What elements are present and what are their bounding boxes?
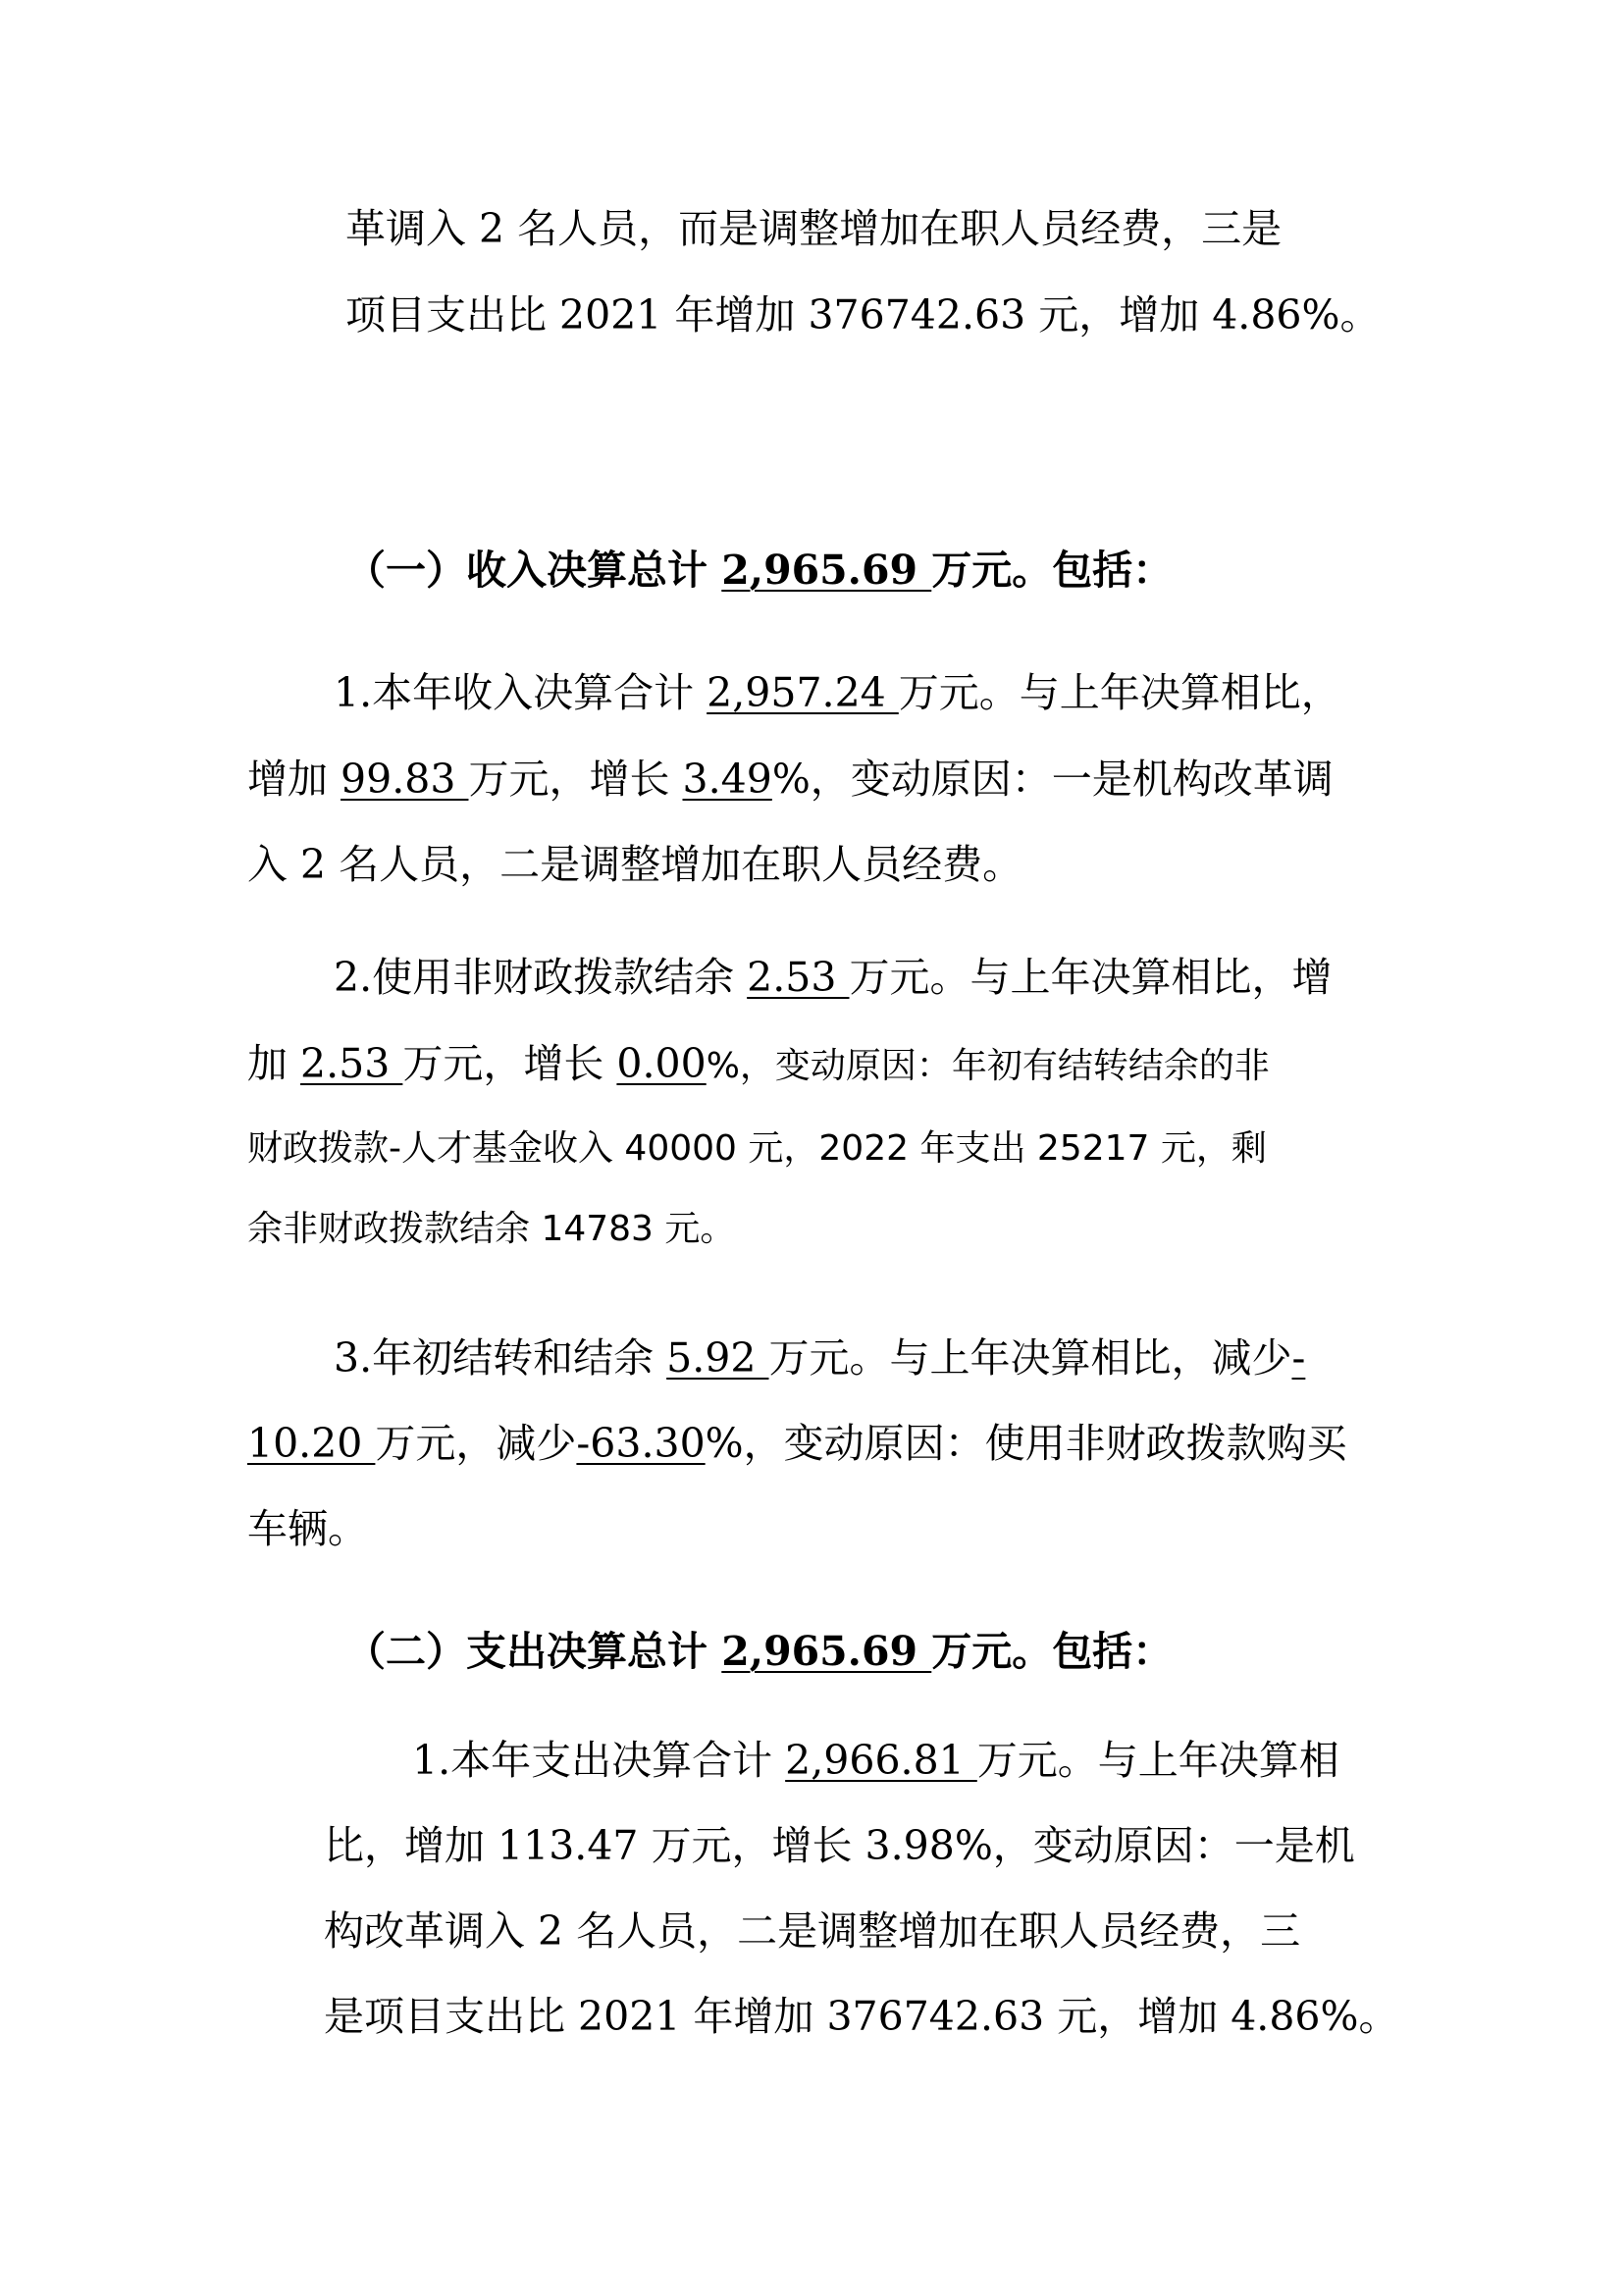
income-item1-label: 1.本年收入决算合计 bbox=[334, 669, 707, 716]
income-item2-text: 万元。与上年决算相比，增 bbox=[849, 954, 1333, 1001]
income-item3-decrease-sign: - bbox=[1291, 1334, 1306, 1382]
income-item1-line-1 bbox=[334, 665, 1341, 720]
expense-item1-line-4: 是项目支出比 2021 年增加 376742.63 元，增加 4.86%。 bbox=[324, 1993, 1399, 2040]
income-item2-text-b: 万元，增长 bbox=[402, 1040, 617, 1087]
income-item2-line-3: 财政拨款-人才基金收入 40000 元，2022 年支出 25217 元，剩 bbox=[247, 1128, 1267, 1169]
income-item3-text-a: 万元，减少 bbox=[375, 1420, 577, 1467]
income-item3-label: 3.年初结转和结余 bbox=[334, 1334, 667, 1382]
expense-item1-line-2: 比，增加 113.47 万元，增长 3.98%，变动原因：一是机 bbox=[324, 1822, 1355, 1869]
income-item2-rate: 0.00 bbox=[616, 1040, 707, 1087]
income-total-value: 2,965.69 bbox=[721, 547, 932, 594]
expense-heading-prefix: （二）支出决算总计 bbox=[345, 1628, 722, 1675]
continuation-line-2: 项目支出比 2021 年增加 376742.63 元，增加 4.86%。 bbox=[345, 291, 1381, 339]
income-item1-line-2 bbox=[247, 752, 1334, 807]
income-item3-decrease: 10.20 bbox=[247, 1420, 376, 1467]
income-item1-rate: 3.49 bbox=[682, 756, 772, 803]
expense-section-heading bbox=[345, 1624, 1173, 1679]
expense-heading-suffix: 万元。包括： bbox=[931, 1628, 1174, 1675]
expense-item1-label: 1.本年支出决算合计 bbox=[412, 1737, 786, 1784]
income-item1-text: 万元。与上年决算相比， bbox=[898, 669, 1341, 716]
income-item1-line-3: 入 2 名人员，二是调整增加在职人员经费。 bbox=[247, 841, 1023, 888]
income-item3-line-3: 车辆。 bbox=[247, 1505, 368, 1552]
income-item2-line-4: 余非财政拨款结余 14783 元。 bbox=[247, 1209, 736, 1249]
income-item2-label: 2.使用非财政拨款结余 bbox=[334, 954, 748, 1001]
income-item2-text-c: %，变动原因：年初有结转结余的非 bbox=[706, 1046, 1270, 1086]
expense-item1-value: 2,966.81 bbox=[785, 1737, 977, 1784]
income-item1-value: 2,957.24 bbox=[707, 669, 899, 716]
income-item2-increase: 2.53 bbox=[300, 1040, 403, 1087]
income-item1-text-c: %，变动原因：一是机构改革调 bbox=[771, 756, 1334, 803]
income-item2-value: 2.53 bbox=[747, 954, 850, 1001]
expense-item1-text: 万元。与上年决算相 bbox=[976, 1737, 1339, 1784]
income-item1-increase: 99.83 bbox=[341, 756, 469, 803]
income-item3-value: 5.92 bbox=[666, 1334, 769, 1382]
income-item3-text-b: %，变动原因：使用非财政拨款购买 bbox=[705, 1420, 1347, 1467]
income-item1-text-b: 万元，增长 bbox=[468, 756, 683, 803]
expense-item1-line-1 bbox=[412, 1733, 1339, 1788]
expense-item1-line-3: 构改革调入 2 名人员，二是调整增加在职人员经费，三 bbox=[324, 1907, 1301, 1955]
income-item2-line-2 bbox=[247, 1036, 1270, 1091]
income-item2-line-1 bbox=[334, 950, 1332, 1005]
income-item3-line-2 bbox=[247, 1416, 1347, 1471]
income-item3-line-1 bbox=[334, 1331, 1305, 1385]
expense-total-value: 2,965.69 bbox=[721, 1628, 932, 1675]
income-item1-text-a: 增加 bbox=[247, 756, 341, 803]
income-item3-text: 万元。与上年决算相比，减少 bbox=[768, 1334, 1292, 1382]
income-section-heading bbox=[345, 543, 1173, 598]
income-heading-suffix: 万元。包括： bbox=[931, 547, 1174, 594]
income-item2-text-a: 加 bbox=[247, 1040, 301, 1087]
continuation-line-1: 革调入 2 名人员，而是调整增加在职人员经费，三是 bbox=[345, 205, 1283, 252]
income-item3-rate: -63.30 bbox=[576, 1420, 706, 1467]
income-heading-prefix: （一）收入决算总计 bbox=[345, 547, 722, 594]
